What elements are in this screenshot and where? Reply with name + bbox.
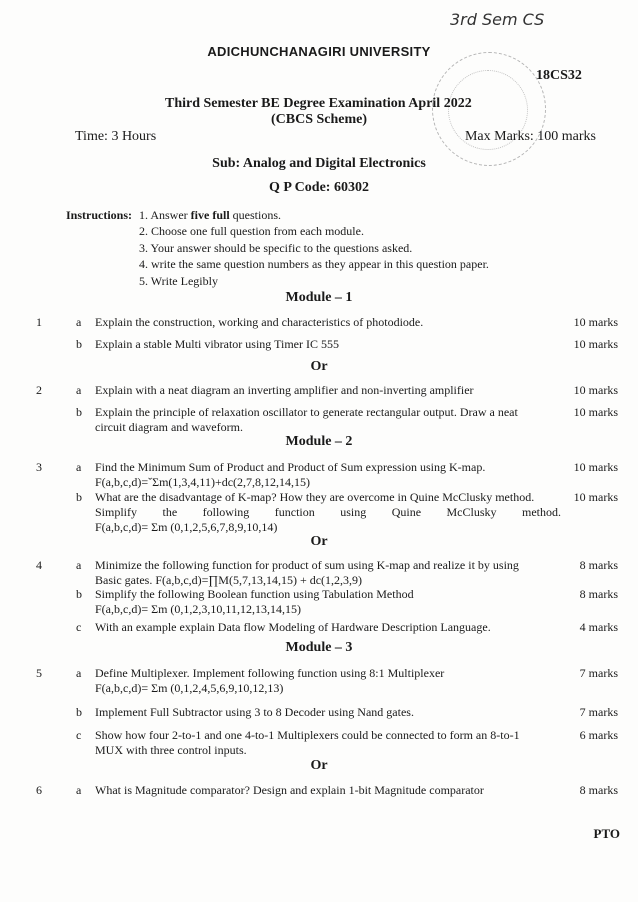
question-4b-line-1: Simplify the following Boolean function using Tabulation Method	[95, 587, 414, 601]
question-2b-line-1: Explain the principle of relaxation oscillator to generate rectangular output. Draw a neat	[95, 405, 518, 419]
question-3-number: 3	[36, 460, 42, 474]
question-6a-part: a	[76, 783, 82, 797]
instructions-label: Instructions:	[66, 208, 133, 222]
exam-title: Third Semester BE Degree Examination April 2022	[165, 96, 472, 111]
module-2-heading: Module – 2	[285, 434, 353, 449]
question-3a-part: a	[76, 460, 82, 474]
question-5b-marks: 7 marks	[579, 705, 618, 719]
question-3b-marks: 10 marks	[573, 490, 618, 504]
question-3b-part: b	[76, 490, 82, 504]
question-5c-line-1: Show how four 2-to-1 and one 4-to-1 Multiplexers could be connected to form an 8-to-1	[95, 728, 520, 742]
question-4c-part: c	[76, 620, 82, 634]
question-4a-marks: 8 marks	[579, 558, 618, 572]
question-4b-part: b	[76, 587, 82, 601]
question-2b-marks: 10 marks	[573, 405, 618, 419]
question-5c-marks: 6 marks	[579, 728, 618, 742]
question-1b-text: Explain a stable Multi vibrator using Timer IC 555	[95, 337, 339, 351]
question-5b-part: b	[76, 705, 82, 719]
max-marks: Max Marks: 100 marks	[464, 129, 596, 144]
instruction-item-1-post: questions.	[229, 208, 282, 222]
instruction-item-1-bold: five full	[190, 208, 230, 222]
qp-code: Q P Code: 60302	[269, 180, 369, 195]
question-5a-line-2: F(a,b,c,d)= Σm (0,1,2,4,5,6,9,10,12,13)	[95, 681, 284, 695]
question-4-number: 4	[36, 558, 42, 572]
question-6a-text: What is Magnitude comparator? Design and explain 1-bit Magnitude comparator	[95, 783, 484, 797]
instruction-item-5: 5. Write Legibly	[139, 274, 218, 288]
question-5c-line-2: MUX with three control inputs.	[95, 743, 247, 757]
question-4b-marks: 8 marks	[579, 587, 618, 601]
question-2b-line-2: circuit diagram and waveform.	[95, 420, 243, 434]
question-5a-line-1: Define Multiplexer. Implement following function using 8:1 Multiplexer	[95, 666, 445, 680]
question-2a-part: a	[76, 383, 82, 397]
question-2a-text: Explain with a neat diagram an inverting amplifier and non-inverting amplifier	[95, 383, 474, 397]
question-1a-marks: 10 marks	[573, 315, 618, 329]
question-4c-marks: 4 marks	[579, 620, 618, 634]
module-3-heading: Module – 3	[285, 640, 353, 655]
subject-code: 18CS32	[536, 68, 582, 83]
question-2a-marks: 10 marks	[573, 383, 618, 397]
question-5-number: 5	[36, 666, 42, 680]
question-3b-line-3: F(a,b,c,d)= Σm (0,1,2,5,6,7,8,9,10,14)	[95, 520, 278, 534]
question-1a-text: Explain the construction, working and characteristics of photodiode.	[95, 315, 424, 329]
question-6a-marks: 8 marks	[579, 783, 618, 797]
question-1b-part: b	[76, 337, 82, 351]
exam-time: Time: 3 Hours	[75, 129, 157, 144]
scheme-label: (CBCS Scheme)	[270, 112, 368, 127]
subject-title: Sub: Analog and Digital Electronics	[212, 156, 426, 171]
question-4a-line-2: Basic gates. F(a,b,c,d)=∏M(5,7,13,14,15) + dc(1,2,3,9)	[95, 573, 363, 587]
question-6-number: 6	[36, 783, 42, 797]
instruction-item-3: 3. Your answer should be specific to the questions asked.	[139, 241, 413, 255]
question-5c-part: c	[76, 728, 82, 742]
question-1-number: 1	[36, 315, 42, 329]
question-3a-marks: 10 marks	[573, 460, 618, 474]
instruction-item-4: 4. write the same question numbers as they appear in this question paper.	[139, 257, 489, 271]
question-2b-part: b	[76, 405, 82, 419]
handwritten-note: 3rd Sem CS	[450, 10, 545, 29]
question-3a-line-1: Find the Minimum Sum of Product and Product of Sum expression using K-map.	[95, 460, 486, 474]
question-5a-marks: 7 marks	[579, 666, 618, 680]
instruction-item-1-pre: 1. Answer	[139, 208, 191, 222]
question-4a-part: a	[76, 558, 82, 572]
question-5a-part: a	[76, 666, 82, 680]
pto-label: PTO	[593, 826, 620, 841]
question-1b-marks: 10 marks	[573, 337, 618, 351]
instruction-item-2: 2. Choose one full question from each module.	[139, 224, 364, 238]
module-1-heading: Module – 1	[285, 290, 353, 305]
question-5b-text: Implement Full Subtractor using 3 to 8 Decoder using Nand gates.	[95, 705, 414, 719]
university-name: ADICHUNCHANAGIRI UNIVERSITY	[207, 44, 431, 59]
question-4a-line-1: Minimize the following function for product of sum using K-map and realize it by using	[95, 558, 519, 572]
question-3a-line-2: F(a,b,c,d)=ˇΣm(1,3,4,11)+dc(2,7,8,12,14,15)	[95, 475, 311, 489]
question-3b-line-1: What are the disadvantage of K-map? How they are overcome in Quine McClusky method.	[95, 490, 535, 504]
question-4b-line-2: F(a,b,c,d)= Σm (0,1,2,3,10,11,12,13,14,15)	[95, 602, 301, 616]
question-2-number: 2	[36, 383, 42, 397]
question-3b-line-2: Simplify the following function using Quine McClusky method.	[95, 505, 561, 519]
instruction-item-1	[139, 207, 281, 224]
or-divider-1: Or	[310, 359, 328, 374]
question-1a-part: a	[76, 315, 82, 329]
question-4c-text: With an example explain Data flow Modeling of Hardware Description Language.	[95, 620, 491, 634]
or-divider-2: Or	[310, 534, 328, 549]
or-divider-3: Or	[310, 758, 328, 773]
